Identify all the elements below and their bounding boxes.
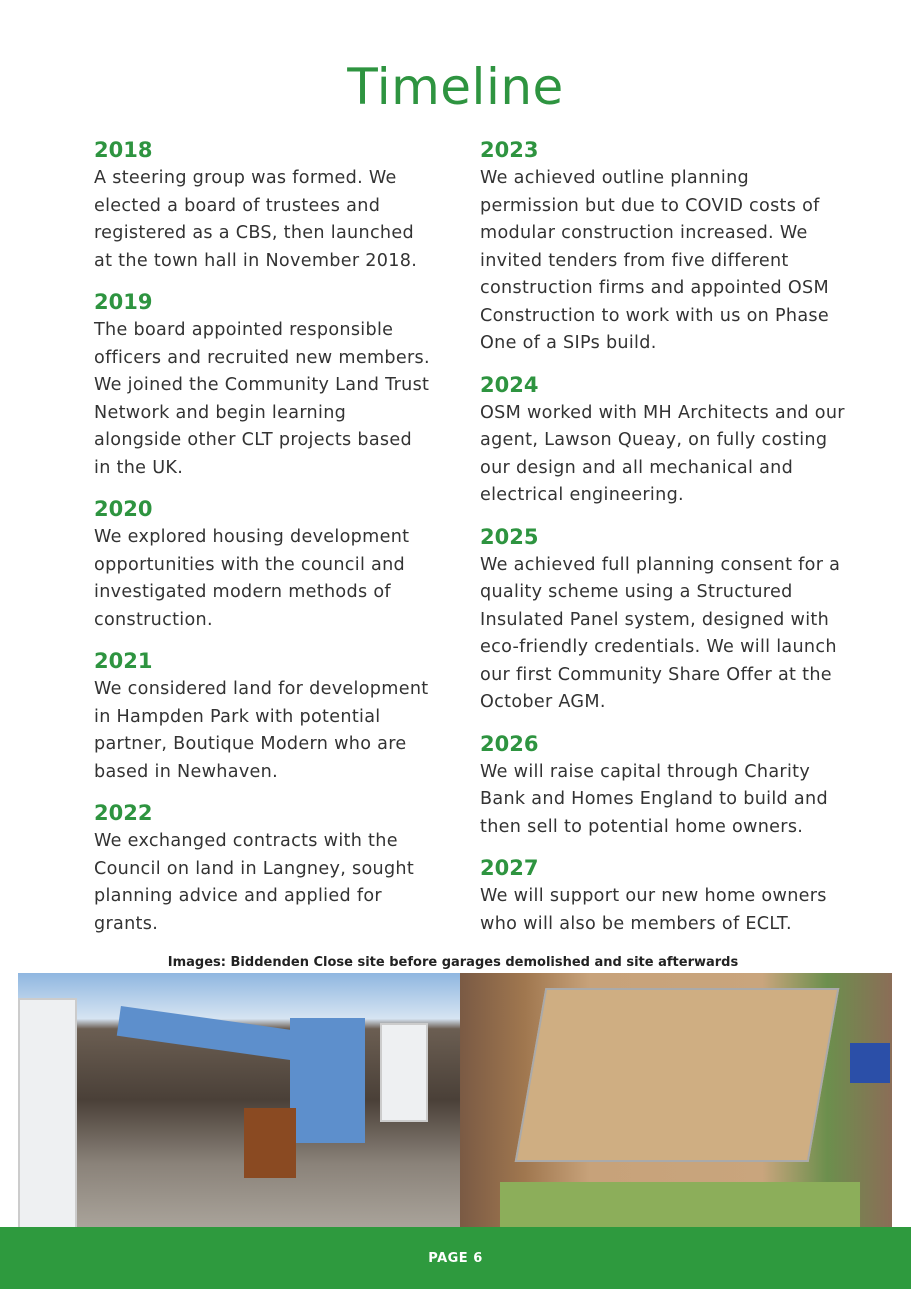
timeline-right-column bbox=[480, 135, 850, 950]
entry-year: 2023 bbox=[480, 138, 539, 162]
page-title: Timeline bbox=[347, 58, 564, 116]
entry-year: 2020 bbox=[94, 497, 153, 521]
entry-year: 2025 bbox=[480, 524, 539, 549]
image-caption: Images: Biddenden Close site before garages demolished and site afterwards bbox=[167, 955, 739, 970]
entry-year: 2024 bbox=[480, 372, 539, 397]
entry-year: 2021 bbox=[94, 649, 153, 673]
entry-year: 2019 bbox=[94, 290, 153, 314]
rusty-cabinet bbox=[244, 1108, 296, 1178]
photo-site-after bbox=[460, 973, 892, 1227]
garage-door-open bbox=[117, 1006, 294, 1060]
timeline-entry-2023 bbox=[480, 135, 850, 358]
entry-year: 2027 bbox=[480, 856, 539, 880]
timeline-entry-2018 bbox=[94, 135, 434, 275]
cleared-site bbox=[515, 988, 840, 1162]
entry-text: We exchanged contracts with the Council on land in Langney, sought planning advice and applied for grants. bbox=[94, 831, 415, 934]
timeline-entry-2026 bbox=[480, 729, 850, 842]
entry-text: We will raise capital through Charity Bank and Homes England to build and then sell to potential home owners. bbox=[480, 761, 828, 837]
entry-text: We explored housing development opportunities with the council and investigated modern methods of construction. bbox=[94, 527, 410, 630]
timeline-left-column bbox=[94, 135, 434, 950]
grass-verge bbox=[500, 1182, 860, 1227]
entry-text: We will support our new home owners who will also be members of ECLT. bbox=[480, 886, 827, 934]
page-number: PAGE 6 bbox=[428, 1250, 483, 1266]
garage-door-white bbox=[18, 998, 77, 1227]
timeline-entry-2027 bbox=[480, 853, 850, 938]
timeline-entry-2021 bbox=[94, 646, 434, 786]
entry-text: The board appointed responsible officers and recruited new members. We joined the Community Land Trust Network and begin learning alongside other CLT projects based in the UK. bbox=[94, 320, 430, 478]
timeline-entry-2024 bbox=[480, 370, 850, 510]
timeline-entry-2022 bbox=[94, 798, 434, 938]
garage-door-blue bbox=[290, 1018, 365, 1143]
timeline-entry-2019 bbox=[94, 287, 434, 482]
entry-text: We considered land for development in Hampden Park with potential partner, Boutique Modern who are based in Newhaven. bbox=[94, 679, 429, 782]
entry-text: We achieved full planning consent for a quality scheme using a Structured Insulated Panel system, designed with eco-friendly credentials. We will launch our first Community Share Offer at the October AGM. bbox=[480, 554, 841, 712]
entry-year: 2026 bbox=[480, 731, 539, 756]
photo-garages-before bbox=[18, 973, 460, 1227]
timeline-entry-2025 bbox=[480, 522, 850, 717]
entry-text: OSM worked with MH Architects and our agent, Lawson Queay, on fully costing our design and all mechanical and electrical engineering. bbox=[480, 402, 845, 505]
page-footer bbox=[0, 1227, 911, 1289]
solar-panels bbox=[850, 1043, 890, 1083]
entry-year: 2022 bbox=[94, 801, 153, 825]
entry-year: 2018 bbox=[94, 138, 153, 162]
timeline-entry-2020 bbox=[94, 494, 434, 634]
garage-door-white bbox=[380, 1023, 428, 1122]
entry-text: A steering group was formed. We elected a board of trustees and registered as a CBS, then launched at the town hall in November 2018. bbox=[94, 168, 418, 271]
entry-text: We achieved outline planning permission but due to COVID costs of modular construction increased. We invited tenders from five different construction firms and appointed OSM Construction to work with us on Phase One of a SIPs build. bbox=[480, 168, 830, 353]
